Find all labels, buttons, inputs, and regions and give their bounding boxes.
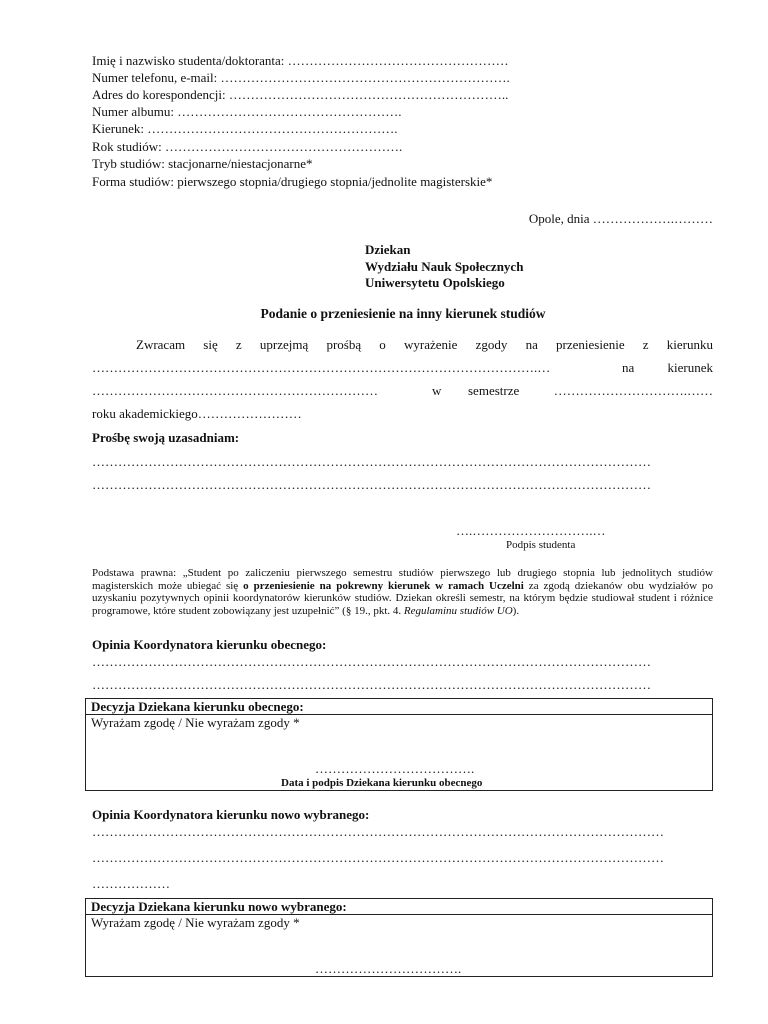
student-signature-label: Podpis studenta <box>506 539 576 551</box>
justification-heading: Prośbę swoją uzasadniam: <box>92 430 240 445</box>
request-line-1: Zwracam się z uprzejmą prośbą o wyrażenie zgody na przeniesienie z kierunku <box>136 337 713 352</box>
opinion-current-heading: Opinia Koordynatora kierunku obecnego: <box>92 637 327 652</box>
addressee-line: Wydziału Nauk Społecznych <box>365 259 524 274</box>
opinion-new-line[interactable]: …………………………………………………………………………………………………………………… <box>92 824 664 839</box>
address-field[interactable]: Adres do korespondencji: ……………………………………………………….. <box>92 87 509 102</box>
justification-line[interactable]: ………………………………………………………………………………………………………………… <box>92 454 651 469</box>
opinion-new-line[interactable]: ……………… <box>92 876 170 891</box>
request-word-semestrze: semestrze <box>468 383 520 398</box>
decision-current-heading: Decyzja Dziekana kierunku obecnego: <box>86 699 712 715</box>
semester-field-dots[interactable]: ………………………….…… <box>553 383 713 398</box>
opinion-new-heading: Opinia Koordynatora kierunku nowo wybranego: <box>92 807 370 822</box>
legal-basis-part: Podstawa prawna: „Student po zaliczeniu pierwszego semestru studiów pierwszego lub drugiego stopnia lub jednolitych studiów magisterskich może ubiegać się <box>92 567 713 592</box>
place-date-field[interactable]: Opole, dnia ……………….……… <box>528 211 713 226</box>
justification-line[interactable]: ………………………………………………………………………………………………………………… <box>92 477 651 492</box>
phone-email-field[interactable]: Numer telefonu, e-mail: …………………………………………………………. <box>92 70 510 85</box>
opinion-current-line[interactable]: ………………………………………………………………………………………………………………… <box>92 677 651 692</box>
legal-basis-part: ). <box>512 604 520 617</box>
from-field-dots[interactable]: ………………………………………………………………………………………….… <box>92 360 551 375</box>
study-mode-field[interactable]: Tryb studiów: stacjonarne/niestacjonarne* <box>92 156 313 171</box>
decision-new-consent[interactable]: Wyrażam zgodę / Nie wyrażam zgody * <box>91 915 300 930</box>
legal-basis-part: za zgodą dziekanów obu wydziałów po uzyskaniu pozytywnych opinii koordynatorów kierunków studiów. Dziekan określi semestr, na którym będzie studiował student i różnice programowe, które student zobowiązany jest uzupełnić” (§ 19., pkt. 4. <box>92 579 713 617</box>
academic-year-field[interactable]: roku akademickiego…………………… <box>92 406 302 421</box>
decision-new-signature-line[interactable]: ……………………………. <box>315 961 462 976</box>
legal-basis-text <box>92 567 713 617</box>
study-form-field[interactable]: Forma studiów: pierwszego stopnia/drugiego stopnia/jednolite magisterskie* <box>92 174 493 189</box>
decision-new-box <box>85 898 713 977</box>
decision-current-box <box>85 698 713 791</box>
decision-current-consent[interactable]: Wyrażam zgodę / Nie wyrażam zgody * <box>91 715 300 730</box>
legal-basis-bold: o przeniesienie na pokrewny kierunek w ramach Uczelni <box>243 579 524 592</box>
addressee-line: Dziekan <box>365 242 411 257</box>
request-word-kierunek: kierunek <box>667 360 713 375</box>
decision-new-heading: Decyzja Dziekana kierunku nowo wybranego: <box>86 899 712 915</box>
request-word-w: w <box>432 383 442 398</box>
decision-current-caption: Data i podpis Dziekana kierunku obecnego <box>281 777 483 789</box>
document-title: Podanie o przeniesienie na inny kierunek studiów <box>260 306 546 321</box>
album-number-field[interactable]: Numer albumu: ……………………………………………. <box>92 104 402 119</box>
student-name-field[interactable]: Imię i nazwisko studenta/doktoranta: …………………………………………… <box>92 53 509 68</box>
decision-current-signature-line[interactable]: ………………………………. <box>315 761 475 776</box>
legal-basis-regulation: Regulaminu studiów UO <box>403 604 513 617</box>
student-signature-line[interactable]: ….……………………….… <box>456 523 606 538</box>
year-of-study-field[interactable]: Rok studiów: ………………………………………………. <box>92 139 403 154</box>
opinion-new-line[interactable]: …………………………………………………………………………………………………………………… <box>92 850 664 865</box>
opinion-current-line[interactable]: ………………………………………………………………………………………………………………… <box>92 654 651 669</box>
request-word-na: na <box>622 360 635 375</box>
to-field-dots[interactable]: ………………………………………………………… <box>92 383 378 398</box>
field-of-study-field[interactable]: Kierunek: …………………………………………………. <box>92 121 398 136</box>
addressee-line: Uniwersytetu Opolskiego <box>365 275 505 290</box>
